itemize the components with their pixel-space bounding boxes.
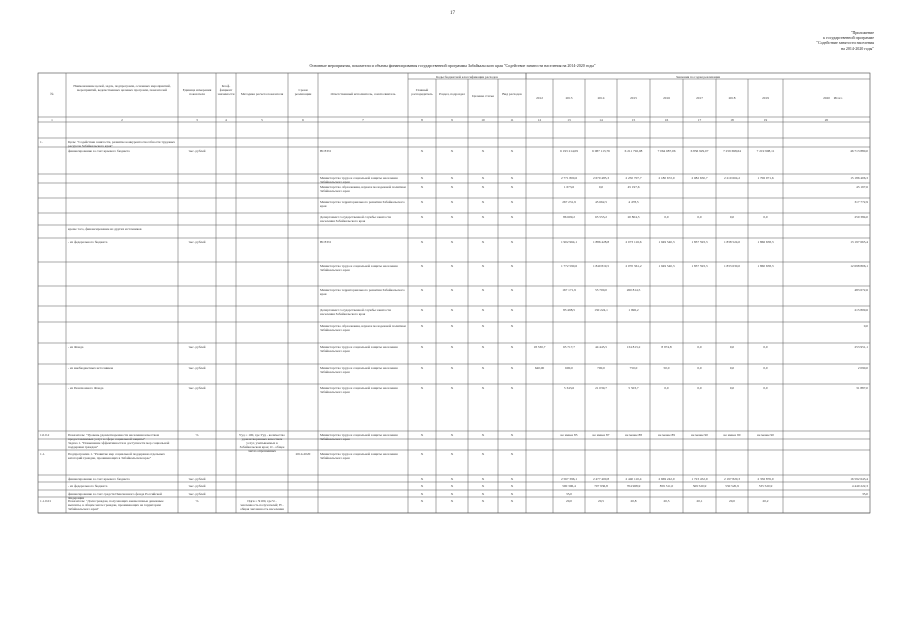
row-value: 530 520,9 xyxy=(725,483,739,488)
row-value: 260 814,5 xyxy=(626,287,641,292)
header-column-number: 19 xyxy=(763,118,768,122)
row-executor: Министерство территориального развития Забайкальского края xyxy=(320,287,405,296)
appendix-line: "Содействие занятости населения xyxy=(816,40,874,46)
row-mark: X xyxy=(450,263,454,268)
row-value: 6 087 113,76 xyxy=(592,148,610,153)
row-mark: X xyxy=(481,175,485,180)
row-value: не менее 90 xyxy=(757,432,774,437)
row-number: 1.1.0.01 xyxy=(40,498,52,503)
row-mark: X xyxy=(481,184,485,189)
row-mark: X xyxy=(420,344,424,349)
row-mark: X xyxy=(450,483,454,488)
row-value: 1 837 593,3 xyxy=(691,263,708,268)
row-name: Задача 1. "Повышение эффективности и доступности мер социальной поддержки граждан" xyxy=(68,440,170,449)
row-mark: X xyxy=(510,287,514,292)
row-mark: X xyxy=(510,344,514,349)
row-executor: Министерство труда и социальной защиты населения Забайкальского края xyxy=(320,175,398,184)
header-year: 2015 xyxy=(630,96,637,100)
row-total: 2 090,0 xyxy=(857,365,868,370)
header-cell-coefficient: Коэф-фициент значимости xyxy=(217,84,235,96)
row-value: 640,00 xyxy=(534,365,545,370)
row-name: финансирование за счет краевого бюджета xyxy=(68,148,130,153)
header-column-number: 12 xyxy=(537,118,542,122)
row-mark: X xyxy=(481,148,485,153)
row-value: 0,0 xyxy=(697,214,702,219)
row-mark: X xyxy=(481,214,485,219)
row-value: 1 996,2 xyxy=(628,307,639,312)
row-mark: X xyxy=(481,365,485,370)
appendix-line: к государственной программе xyxy=(823,35,874,41)
header-cell-grbs: Главный распорядитель xyxy=(411,88,433,96)
row-value: 8 974,8 xyxy=(661,344,672,349)
row-total: 15 186 406,3 xyxy=(850,175,868,180)
row-value: 134 813,2 xyxy=(626,344,641,349)
row-mark: X xyxy=(481,263,485,268)
row-value: 1 772 590,6 xyxy=(560,263,578,268)
row-value: 1 902 964,1 xyxy=(560,239,578,244)
row-unit: % xyxy=(195,498,199,503)
row-unit: тыс. рублей xyxy=(188,483,206,488)
row-mark: X xyxy=(450,491,454,496)
row-value: 590 306,4 xyxy=(562,483,576,488)
row-value: 7 064 687,06 xyxy=(657,148,676,153)
row-value: 1 866 658,3 xyxy=(757,239,774,244)
row-mark: X xyxy=(481,476,485,481)
header-column-number: 16 xyxy=(664,118,669,122)
row-total: 250 384,0 xyxy=(854,214,868,219)
row-value: 2 567 396,1 xyxy=(560,476,578,481)
row-mark: X xyxy=(510,385,514,390)
row-mark: X xyxy=(510,491,514,496)
row-number: 1.1. xyxy=(40,451,46,456)
row-mark: X xyxy=(510,483,514,488)
row-total: 215 809,6 xyxy=(854,307,868,312)
row-mark: X xyxy=(420,263,424,268)
row-value: 267 231,9 xyxy=(562,199,576,204)
row-executor: ВСЕГО xyxy=(320,148,331,153)
row-mark: X xyxy=(481,323,485,328)
row-mark: X xyxy=(450,239,454,244)
appendix-line: на 2014-2020 годы" xyxy=(840,45,874,51)
row-mark: X xyxy=(481,432,485,437)
header-cell-executor: Ответственный исполнитель, соисполнитель xyxy=(330,92,396,96)
row-name: - из федерального бюджета xyxy=(68,239,108,244)
row-value: 1 860 658,3 xyxy=(757,263,774,268)
row-mark: X xyxy=(510,214,514,219)
row-value: 1 837 593,3 xyxy=(691,239,708,244)
header-column-number: 2 xyxy=(121,118,123,122)
row-value: 2 356 876,0 xyxy=(757,476,774,481)
row-mark: X xyxy=(420,199,424,204)
row-mark: X xyxy=(420,476,424,481)
header-column-number: 1 xyxy=(51,118,53,122)
row-value: 0,0 xyxy=(763,385,768,390)
row-total: 253 951,1 xyxy=(854,344,868,349)
row-value: 1 886 428,8 xyxy=(592,239,610,244)
row-value: 0,0 xyxy=(763,214,768,219)
row-value: 1 706 971,6 xyxy=(757,175,774,180)
header-column-number: 10 xyxy=(481,118,485,122)
row-mark: X xyxy=(450,365,454,370)
row-value: 20,1 xyxy=(696,498,703,503)
row-value: 7 259 698,64 xyxy=(723,148,741,153)
row-value: 20,5 xyxy=(663,498,670,503)
row-value: 0,0 xyxy=(729,385,735,390)
row-mark: X xyxy=(481,385,485,390)
row-mark: X xyxy=(420,323,424,328)
header-column-number: 20 xyxy=(824,118,829,122)
row-mark: X xyxy=(450,307,454,312)
row-total: 31 887,0 xyxy=(856,385,868,390)
row-value: 2 771 800,6 xyxy=(560,175,578,180)
row-name: Показатель: "Доля граждан, получающих ежемесячные денежные выплаты, в общем числе граждан, проживающих на территории Забайкальского края" xyxy=(68,498,164,511)
header-cell-total: Итого xyxy=(833,96,843,100)
row-mark: X xyxy=(420,483,424,488)
row-unit: тыс. рублей xyxy=(188,148,206,153)
row-executor: Министерство труда и социальной защиты населения Забайкальского края xyxy=(320,263,398,272)
row-value: 55 700,0 xyxy=(595,287,607,292)
header-column-number: 5 xyxy=(261,118,263,122)
header-column-number: 6 xyxy=(302,118,304,122)
row-value: 45 662,5 xyxy=(595,199,607,204)
row-value: 65 553,2 xyxy=(595,214,607,219)
row-unit: тыс. рублей xyxy=(188,491,206,496)
row-mark: X xyxy=(450,199,454,204)
row-value: 35,0 xyxy=(566,491,572,496)
row-value: 2 440 110,4 xyxy=(625,476,642,481)
row-name: финансирование за счет краевого бюджета xyxy=(68,476,130,481)
header-year: 2016 xyxy=(663,96,670,100)
header-column-number: 11 xyxy=(510,118,514,122)
row-name: - из внебюджетных источников xyxy=(68,365,114,370)
row-name: Цель: "Содействие занятости, развитие конкурентоспособности трудовых ресурсов Забайкальского края" xyxy=(68,139,175,148)
row-value: 6 856 929,07 xyxy=(690,148,709,153)
header-cell-method: Методика расчета показателя xyxy=(240,92,284,96)
row-value: 0,0 xyxy=(729,365,735,370)
page-number: 17 xyxy=(450,11,455,16)
row-unit: тыс. рублей xyxy=(188,344,206,349)
row-mark: X xyxy=(450,323,454,328)
row-mark: X xyxy=(510,451,514,456)
row-mark: X xyxy=(510,199,514,204)
row-mark: X xyxy=(481,491,485,496)
row-total: 35,0 xyxy=(862,491,868,496)
row-mark: X xyxy=(481,287,485,292)
row-value: не менее 88 xyxy=(625,432,642,437)
row-mark: X xyxy=(450,148,454,153)
row-value: 130 224,1 xyxy=(594,307,608,312)
header-year: 2019 xyxy=(762,96,769,100)
header-column-number: 7 xyxy=(362,118,364,122)
appendix-line: "Приложение xyxy=(850,30,874,35)
row-mark: X xyxy=(510,175,514,180)
row-mark: X xyxy=(450,385,454,390)
row-mark: X xyxy=(510,148,514,153)
header-column-number: 15 xyxy=(631,118,636,122)
row-executor: Министерство образования, науки и молодежной политики Забайкальского края xyxy=(320,184,406,193)
row-mark: X xyxy=(420,214,424,219)
row-value: не менее 89 xyxy=(658,432,675,437)
row-executor: Министерство территориального развития Забайкальского края xyxy=(320,199,405,208)
row-mark: X xyxy=(420,175,424,180)
row-value: 2 197 820,3 xyxy=(723,476,741,481)
header-cell-name: Наименование целей, задач, подпрограмм, основных мероприятий, мероприятий, ведомственных целевых программ, показателей xyxy=(73,84,171,92)
header-column-number: 17 xyxy=(697,118,702,122)
row-name: - из Фонда xyxy=(68,344,84,349)
header-column-number: 3 xyxy=(196,118,198,122)
row-value: 750,0 xyxy=(629,365,638,370)
header-cell-target-article: Целевая статья xyxy=(472,94,494,98)
row-total: 46 713 880,0 xyxy=(850,148,868,153)
row-value: 535 520,9 xyxy=(758,483,773,488)
header-year: 2012 xyxy=(536,96,543,100)
row-method: Ууд = 100, где Ууд - количество удовлетворенных качеством услуг, учитываемых в Забайкальском крае; О - общее число опрошенных xyxy=(239,432,285,453)
row-mark: X xyxy=(510,498,514,503)
row-mark: X xyxy=(420,491,424,496)
row-value: 707 936,8 xyxy=(594,483,608,488)
row-mark: X xyxy=(450,451,454,456)
row-value: 2 669 242,0 xyxy=(658,476,675,481)
row-value: 167 171,9 xyxy=(562,287,576,292)
row-value: 2 073 116,6 xyxy=(625,239,642,244)
row-value: 2 210 604,2 xyxy=(723,175,741,180)
row-value: 2 250 707,7 xyxy=(625,175,642,180)
row-value: 2 477 400,8 xyxy=(592,476,610,481)
row-value: 0,0 xyxy=(697,344,702,349)
row-mark: X xyxy=(420,385,424,390)
row-mark: X xyxy=(450,432,454,437)
row-mark: X xyxy=(420,307,424,312)
row-value: 20 804,3 xyxy=(627,214,640,219)
row-value: 20,0 xyxy=(729,498,735,503)
row-value: 0,0 xyxy=(664,214,669,219)
header-year: 2017 xyxy=(696,96,703,100)
row-mark: X xyxy=(481,239,485,244)
row-name: - из федерального бюджета xyxy=(68,483,108,488)
row-mark: X xyxy=(510,307,514,312)
row-unit: тыс. рублей xyxy=(188,365,206,370)
row-value: 600,0 xyxy=(565,365,573,370)
row-value: 0,0 xyxy=(763,344,768,349)
row-total: 16 592 643,4 xyxy=(850,476,868,481)
document-title: Основные мероприятия, показатели и объемы финансирования государственной программы Забайкальского края "Содействие занятости населения на 2014-2020 годы" xyxy=(309,63,596,68)
header-cell-unit: Единица измерения показателя xyxy=(182,88,212,96)
row-executor: Департамент государственной службы занятости населения Забайкальского края xyxy=(320,214,391,223)
header-cell-period: Сроки реализации xyxy=(294,88,312,96)
row-mark: X xyxy=(510,432,514,437)
row-value: не менее 85 xyxy=(560,432,578,437)
row-mark: X xyxy=(510,263,514,268)
row-value: 859 311,0 xyxy=(659,483,674,488)
row-value: 1 949 540,3 xyxy=(658,263,675,268)
row-mark: X xyxy=(481,483,485,488)
row-executor: Министерство труда и социальной защиты населения Забайкальского края xyxy=(320,365,398,374)
row-mark: X xyxy=(420,432,424,437)
row-number: 1.0.0.2 xyxy=(40,432,50,437)
row-mark: X xyxy=(510,184,514,189)
row-value: 20,8 xyxy=(630,498,637,503)
row-executor: Министерство труда и социальной защиты населения Забайкальского края xyxy=(320,432,398,441)
row-value: 2 082 650,7 xyxy=(691,175,708,180)
row-total: 0,0 xyxy=(863,323,868,328)
row-value: 704 968,9 xyxy=(626,483,641,488)
row-mark: X xyxy=(420,287,424,292)
header-column-number: 9 xyxy=(451,118,453,122)
row-executor: Министерство образования, науки и молодежной политики Забайкальского края xyxy=(320,323,406,332)
row-mark: X xyxy=(420,184,424,189)
row-mark: X xyxy=(420,498,424,503)
row-value: 86 609,2 xyxy=(563,214,575,219)
row-mark: X xyxy=(481,451,485,456)
header-year: 2014 xyxy=(597,96,605,100)
row-value: 0,0 xyxy=(664,385,669,390)
header-year: 2020 xyxy=(823,96,830,100)
row-mark: X xyxy=(450,184,454,189)
row-value: 0,0 xyxy=(697,365,702,370)
row-value: 44 445,5 xyxy=(595,344,607,349)
row-total: 12 698 806,1 xyxy=(850,263,868,268)
row-value: 1 723 452,9 xyxy=(691,476,708,481)
row-value: 50,0 xyxy=(663,365,670,370)
row-value: 20,0 xyxy=(566,498,572,503)
row-value: 1 833 630,0 xyxy=(723,263,741,268)
row-value: 65 717,7 xyxy=(563,344,575,349)
row-method: Пдгв = Ч100, где Ч - численность получателей; Н - общая численность населения xyxy=(240,498,284,511)
row-value: 1 949 540,3 xyxy=(658,239,675,244)
row-total: 4 440 222,3 xyxy=(851,483,868,488)
row-value: 6 211 792,08 xyxy=(624,148,643,153)
row-mark: X xyxy=(450,287,454,292)
header-cell-expense-type: Вид расходов xyxy=(502,92,522,96)
row-value: 1 673,6 xyxy=(563,184,575,189)
row-value: 1 838 524,0 xyxy=(723,239,741,244)
row-unit: тыс. рублей xyxy=(188,476,206,481)
row-value: не менее 90 xyxy=(723,432,741,437)
row-mark: X xyxy=(420,239,424,244)
row-mark: X xyxy=(510,239,514,244)
row-value: 2 180 672,0 xyxy=(658,175,675,180)
row-value: 0,0 xyxy=(729,214,735,219)
row-mark: X xyxy=(420,451,424,456)
row-total: 317 772,9 xyxy=(854,199,868,204)
row-executor: Министерство труда и социальной защиты населения Забайкальского края xyxy=(320,344,398,353)
row-value: 20,5 xyxy=(598,498,604,503)
header-group-years: Значения по годам реализации xyxy=(675,74,721,79)
header-column-number: 18 xyxy=(730,118,734,122)
row-mark: X xyxy=(481,307,485,312)
row-mark: X xyxy=(481,199,485,204)
row-mark: X xyxy=(450,214,454,219)
header-cell-section: Раздел, подраздел xyxy=(439,92,465,96)
row-name: Подпрограмма 1. "Развитие мер социальной поддержки отдельных категорий граждан, проживающих в Забайкальском крае" xyxy=(68,451,165,460)
row-unit: % xyxy=(195,432,199,437)
row-executor: Министерство труда и социальной защиты населения Забайкальского края xyxy=(320,451,398,460)
row-total: 13 197 665,4 xyxy=(850,239,868,244)
header-column-number: 4 xyxy=(225,118,227,122)
row-value: 83 498,5 xyxy=(563,307,575,312)
row-total: 45 197,6 xyxy=(856,184,868,189)
header-year: 2013 xyxy=(565,96,573,100)
row-value: 21 039,7 xyxy=(595,385,607,390)
row-value: 0,0 xyxy=(598,184,604,189)
row-mark: X xyxy=(450,344,454,349)
row-value: 700,0 xyxy=(597,365,605,370)
header-group-budget: Коды бюджетной классификации расходов xyxy=(436,74,498,79)
row-executor: Департамент государственной службы занятости населения Забайкальского края xyxy=(320,307,391,316)
row-mark: X xyxy=(510,323,514,328)
row-mark: X xyxy=(420,148,424,153)
row-value: 0,0 xyxy=(697,385,702,390)
header-column-number: 13 xyxy=(567,118,571,122)
row-value: 18 330,7 xyxy=(533,344,546,349)
row-value: 0,0 xyxy=(763,365,768,370)
row-executor: ВСЕГО xyxy=(320,239,331,244)
header-column-number: 14 xyxy=(599,118,603,122)
row-mark: X xyxy=(420,365,424,370)
row-value: не менее 90 xyxy=(691,432,708,437)
row-mark: X xyxy=(510,476,514,481)
row-unit: тыс. рублей xyxy=(188,385,206,390)
row-value: 6 193 214,09 xyxy=(560,148,578,153)
row-period: 2014-2020 xyxy=(295,451,311,456)
header-year: 2018 xyxy=(728,96,736,100)
row-value: 5 503,7 xyxy=(628,385,639,390)
header-cell-number: № xyxy=(50,92,54,96)
row-mark: X xyxy=(450,175,454,180)
row-number: 1. xyxy=(40,139,43,144)
row-name: кроме того, финансирование из других источников xyxy=(68,226,142,231)
row-mark: X xyxy=(450,476,454,481)
row-value: 7 219 908,11 xyxy=(756,148,775,153)
row-value: 0,0 xyxy=(729,344,735,349)
row-name: Показатель: "Уровень удовлетворенности населения качеством предоставляемых услуг в сфере социальной защиты" xyxy=(68,432,160,441)
row-executor: Министерство труда и социальной защиты населения Забайкальского края xyxy=(320,385,398,394)
row-unit: тыс. рублей xyxy=(188,239,206,244)
row-value: 4 478,5 xyxy=(628,199,639,204)
row-mark: X xyxy=(481,344,485,349)
row-value: 5 343,6 xyxy=(563,385,575,390)
row-total: 483 672,6 xyxy=(854,287,868,292)
row-name: финансирование за счет средств Пенсионного фонда Российской Федерации xyxy=(68,491,162,500)
row-mark: X xyxy=(510,365,514,370)
row-name: - из Пенсионного Фонда xyxy=(68,385,104,390)
row-value: не менее 87 xyxy=(592,432,610,437)
row-value: 45 197,6 xyxy=(627,184,640,189)
row-value: 2 670 485,3 xyxy=(592,175,610,180)
row-value: 569 520,9 xyxy=(692,483,707,488)
row-value: 20,2 xyxy=(762,498,769,503)
row-value: 1 840 819,5 xyxy=(592,263,610,268)
row-mark: X xyxy=(481,498,485,503)
row-value: 2 070 361,2 xyxy=(625,263,642,268)
row-mark: X xyxy=(450,498,454,503)
header-column-number: 8 xyxy=(421,118,423,122)
